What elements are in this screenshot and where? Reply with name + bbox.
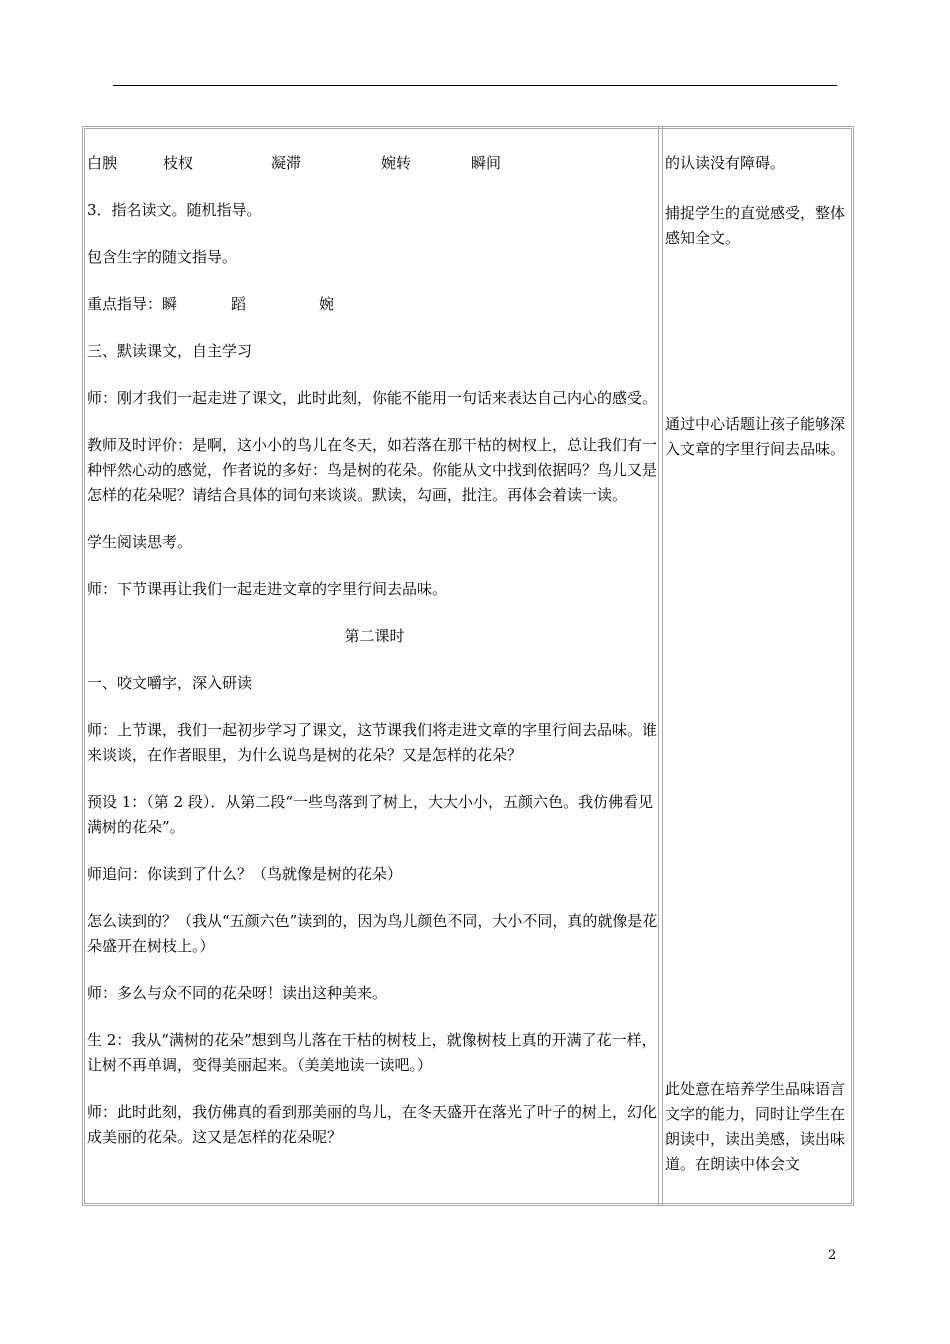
vocabulary-row: [87, 151, 662, 176]
design-note: 此处意在培养学生品味语言文字的能力，同时让学生在朗读中，读出美感，读出味道。在朗读中体会文: [665, 1080, 846, 1173]
teacher-prompt: 师：此时此刻，我仿佛真的看到那美丽的鸟儿，在冬天盛开在落光了叶子的树上，幻化成美丽的花朵。这又是怎样的花朵呢？: [87, 1103, 658, 1146]
teacher-evaluation: 教师及时评价：是啊，这小小的鸟儿在冬天，如若落在那干枯的树杈上，总让我们有一种怦然心动的感觉，作者说的多好：鸟是树的花朵。你能从文中找到依据吗？鸟儿又是怎样的花朵呢？请结合具体的词句来谈谈。默读，勾画，批注。再体会着读一读。: [87, 436, 658, 504]
step-3-text: 3．指名读文。随机指导。: [87, 201, 262, 219]
focus-char: 蹈: [231, 295, 247, 313]
student-answer: 怎么读到的？（我从“五颜六色”读到的，因为鸟儿颜色不同，大小不同，真的就像是花朵盛开在树枝上。）: [87, 912, 658, 955]
focus-guidance-row: [87, 292, 662, 317]
vocab-word: 瞬间: [471, 154, 502, 172]
section-heading: 一、咬文嚼字，深入研读: [87, 674, 253, 692]
teacher-prompt: 师：多么与众不同的花朵呀！读出这种美来。: [87, 984, 388, 1002]
guidance-text: 包含生字的随文指导。: [87, 248, 238, 266]
page-number: 2: [828, 1248, 837, 1263]
vocab-word: 白腴: [87, 154, 118, 172]
section-heading: 三、默读课文，自主学习: [87, 342, 253, 360]
student-answer: 生 2：我从“满树的花朵”想到鸟儿落在干枯的树枝上，就像树枝上真的开满了花一样，让树不再单调，变得美丽起来。（美美地读一读吧。）: [87, 1031, 657, 1074]
design-note: 通过中心话题让孩子能够深入文章的字里行间去品味。: [665, 415, 846, 458]
focus-char: 婉: [319, 295, 335, 313]
header-rule: [113, 85, 837, 86]
preset-answer: 预设 1：（第 2 段）．从第二段“一些鸟落到了树上，大大小小，五颜六色。我仿佛看见满树的花朵”。: [87, 793, 654, 836]
design-note: 的认读没有障碍。: [665, 154, 786, 172]
focus-label: 重点指导：瞬: [87, 295, 178, 313]
teacher-prompt: 师：下节课再让我们一起走进文章的字里行间去品味。: [87, 580, 448, 598]
student-activity: 学生阅读思考。: [87, 533, 193, 551]
vocab-word: 婉转: [381, 154, 412, 172]
teacher-followup: 师追问：你读到了什么？（鸟就像是树的花朵）: [87, 865, 403, 883]
teacher-prompt: 师：刚才我们一起走进了课文，此时此刻，你能不能用一句话来表达自己内心的感受。: [87, 389, 658, 407]
teacher-prompt: 师：上节课，我们一起初步学习了课文，这节课我们将走进文章的字里行间去品味。谁来谈谈，在作者眼里，为什么说鸟是树的花朵？又是怎样的花朵？: [87, 721, 658, 764]
lesson-content-column: [87, 151, 662, 1150]
vocab-word: 凝滞: [271, 154, 302, 172]
vocab-word: 枝杈: [163, 154, 194, 172]
design-note: 捕捉学生的直觉感受，整体感知全文。: [665, 204, 846, 247]
lesson-heading: 第二课时: [344, 627, 405, 645]
